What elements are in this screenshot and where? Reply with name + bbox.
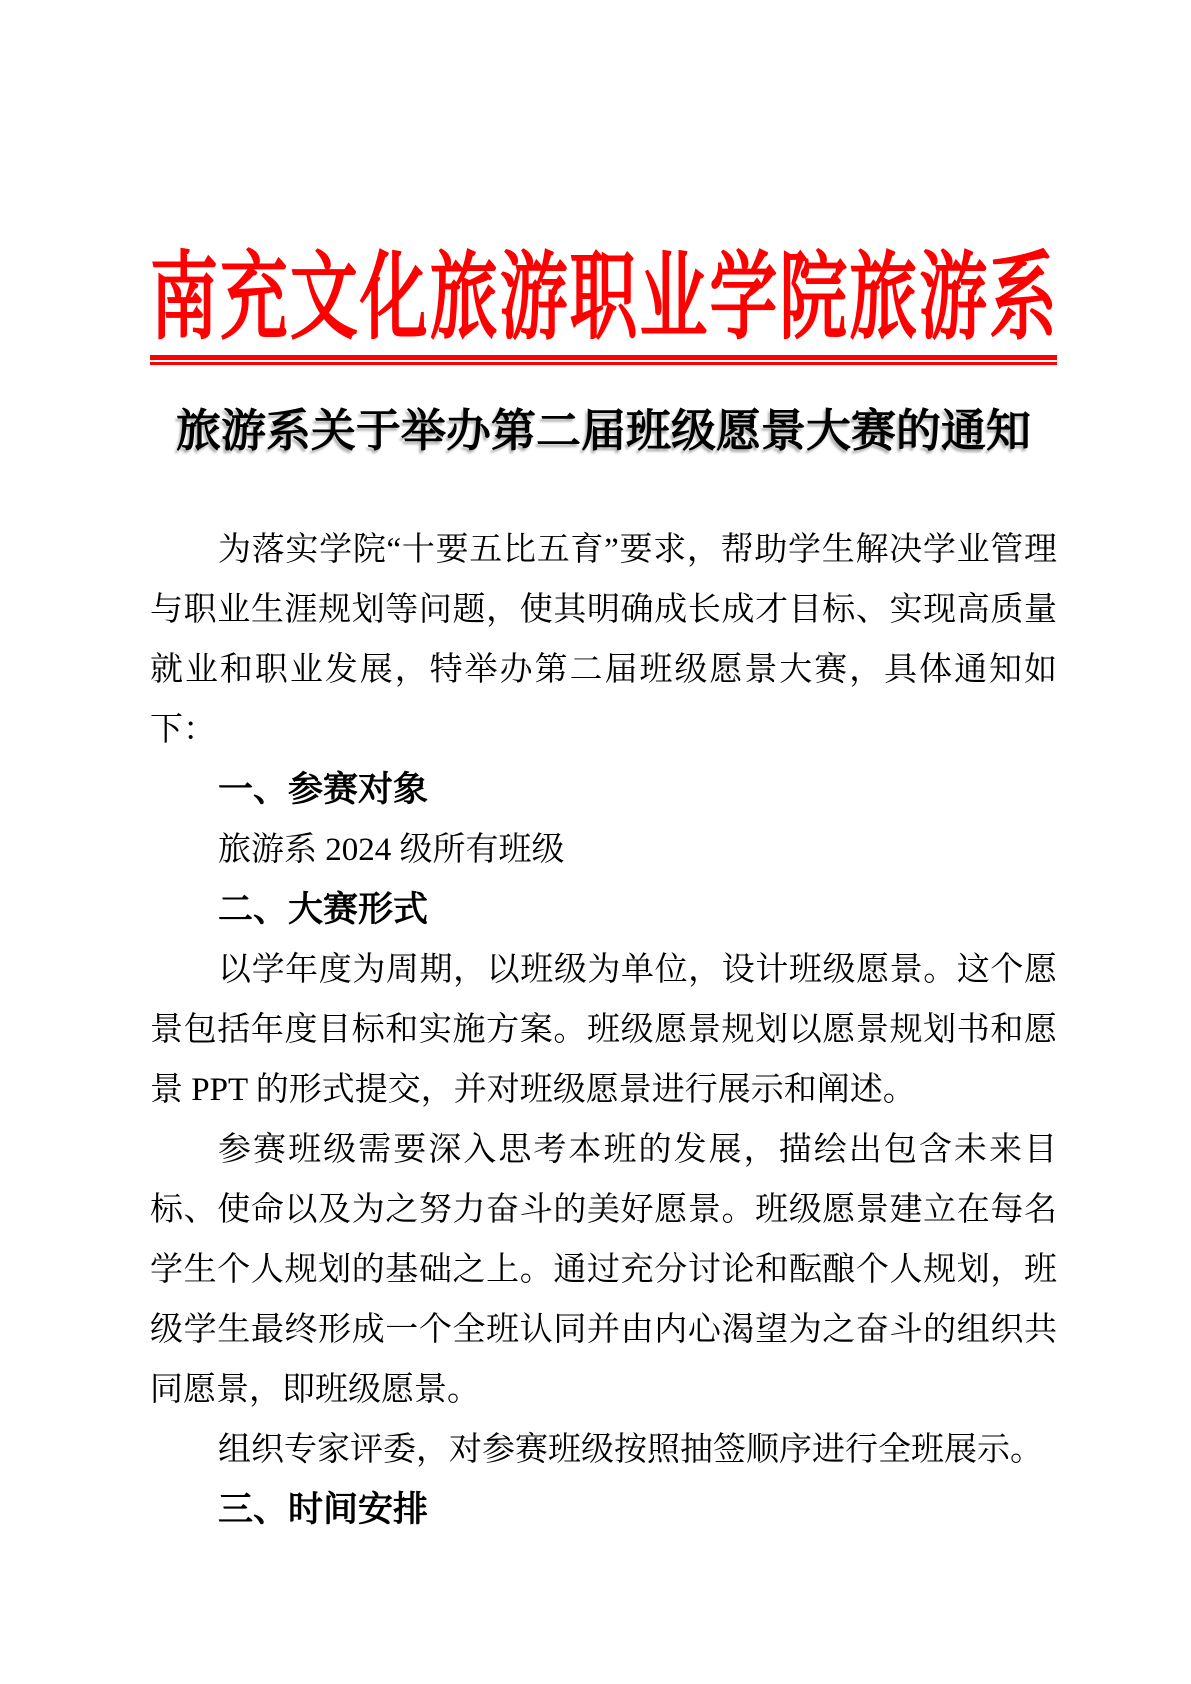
body-paragraph: 以学年度为周期，以班级为单位，设计班级愿景。这个愿景包括年度目标和实施方案。班级愿景规划以愿景规划书和愿景 PPT 的形式提交，并对班级愿景进行展示和阐述。 xyxy=(150,952,1057,1108)
letterhead xyxy=(150,244,1057,352)
section-heading: 三、时间安排 xyxy=(218,1490,429,1529)
section-heading: 二、大赛形式 xyxy=(218,890,429,929)
body-paragraph: 组织专家评委，对参赛班级按照抽签顺序进行全班展示。 xyxy=(218,1432,1043,1468)
letterhead-double-rule xyxy=(150,355,1057,365)
document-body xyxy=(150,520,1057,1540)
body-paragraph: 旅游系 2024 级所有班级 xyxy=(218,832,565,868)
document-content xyxy=(150,244,1057,1540)
section-heading: 一、参赛对象 xyxy=(218,770,429,809)
body-paragraph: 参赛班级需要深入思考本班的发展，描绘出包含未来目标、使命以及为之努力奋斗的美好愿景。班级愿景建立在每名学生个人规划的基础之上。通过充分讨论和酝酿个人规划，班级学生最终形成一个全班认同并由内心渴望为之奋斗的组织共同愿景，即班级愿景。 xyxy=(150,1132,1057,1408)
document-title: 旅游系关于举办第二届班级愿景大赛的通知 xyxy=(175,406,1031,456)
letterhead-title: 南充文化旅游职业学院旅游系 xyxy=(150,244,1057,352)
body-paragraph: 为落实学院“十要五比五育”要求，帮助学生解决学业管理与职业生涯规划等问题，使其明确成长成才目标、实现高质量就业和职业发展，特举办第二届班级愿景大赛，具体通知如下： xyxy=(150,532,1057,748)
